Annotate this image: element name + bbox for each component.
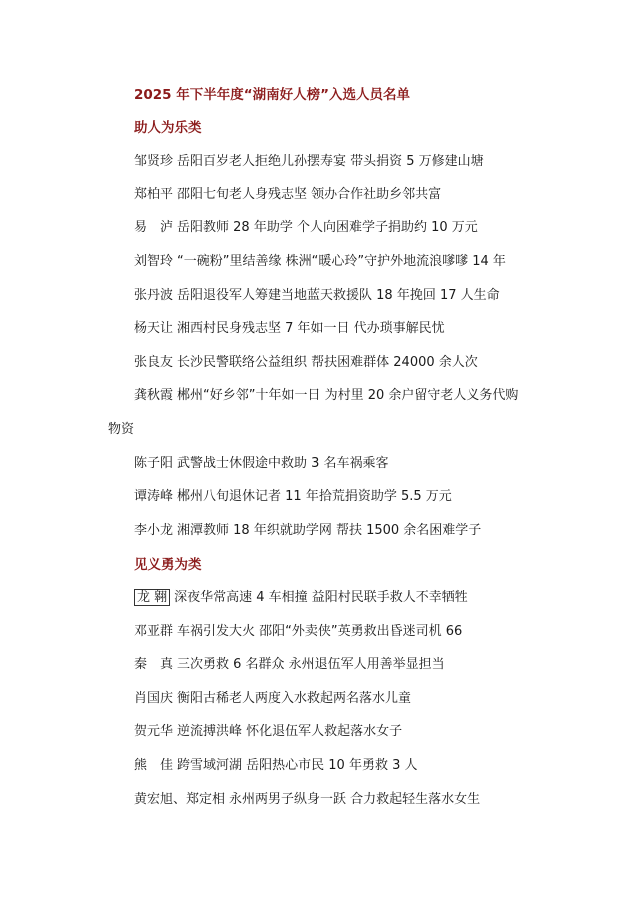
person-name: 张良友 <box>134 355 174 370</box>
list-item <box>134 286 500 306</box>
list-item <box>134 689 411 709</box>
person-name: 秦 真 <box>134 657 174 672</box>
person-description: 湘西村民身残志坚 7 年如一日 代办琐事解民忧 <box>177 321 445 336</box>
section-heading-bravery: 见义勇为类 <box>134 557 202 573</box>
person-description: 三次勇救 6 名群众 永州退伍军人用善举显担当 <box>177 657 445 672</box>
person-name: 易 泸 <box>134 220 174 235</box>
person-description: “一碗粉”里结善缘 株洲“暖心玲”守护外地流浪嗲嗲 14 年 <box>177 254 506 269</box>
person-description: 跨雪域河湖 岳阳热心市民 10 年勇救 3 人 <box>177 758 418 773</box>
list-item <box>134 152 484 172</box>
person-name: 邹贤珍 <box>134 154 174 169</box>
document-title: 2025 年下半年度“湖南好人榜”入选人员名单 <box>134 87 411 103</box>
list-item <box>134 655 445 675</box>
list-item <box>134 622 462 642</box>
person-description: 郴州“好乡邻”十年如一日 为村里 20 余户留守老人义务代购 <box>177 388 519 403</box>
list-item <box>134 454 389 474</box>
person-name: 熊 佳 <box>134 758 174 773</box>
person-name: 贺元华 <box>134 724 174 739</box>
person-name: 李小龙 <box>134 523 174 538</box>
person-description: 岳阳百岁老人拒绝儿孙摆寿宴 带头捐资 5 万修建山塘 <box>177 154 484 169</box>
person-description: 衡阳古稀老人两度入水救起两名落水儿童 <box>177 691 412 706</box>
person-description: 逆流搏洪峰 怀化退伍军人救起落水女子 <box>177 724 403 739</box>
person-description: 深夜华常高速 4 车相撞 益阳村民联手救人不幸牺牲 <box>174 590 468 605</box>
person-name: 张丹波 <box>134 288 174 303</box>
list-item <box>134 252 506 272</box>
person-name: 谭涛峰 <box>134 489 174 504</box>
list-item <box>134 319 445 339</box>
person-description: 邵阳七旬老人身残志坚 领办合作社助乡邻共富 <box>177 187 442 202</box>
list-item <box>134 386 518 406</box>
person-description: 郴州八旬退休记者 11 年拾荒捐资助学 5.5 万元 <box>177 489 452 504</box>
list-item-continuation: 物资 <box>108 422 135 437</box>
person-name: 郑柏平 <box>134 187 174 202</box>
person-description: 岳阳教师 28 年助学 个人向困难学子捐助约 10 万元 <box>177 220 478 235</box>
person-name: 陈子阳 <box>134 456 174 471</box>
person-description: 长沙民警联络公益组织 帮扶困难群体 24000 余人次 <box>177 355 478 370</box>
list-item <box>134 185 441 205</box>
person-name: 杨天让 <box>134 321 174 336</box>
person-name: 刘智玲 <box>134 254 174 269</box>
list-item <box>134 722 402 742</box>
list-item <box>134 790 480 810</box>
person-name-selected[interactable]: 龙 翱 <box>134 589 170 606</box>
person-description: 岳阳退役军人筹建当地蓝天救援队 18 年挽回 17 人生命 <box>177 288 500 303</box>
person-description: 车祸引发大火 邵阳“外卖侠”英勇救出昏迷司机 66 <box>177 624 463 639</box>
list-item <box>134 756 418 776</box>
list-item <box>134 353 478 373</box>
list-item <box>134 487 452 507</box>
person-name: 肖国庆 <box>134 691 174 706</box>
list-item <box>134 521 481 541</box>
person-name: 黄宏旭、郑定相 <box>134 792 226 807</box>
list-item <box>134 588 468 608</box>
person-name: 龚秋霞 <box>134 388 174 403</box>
list-item <box>134 218 478 238</box>
person-description: 湘潭教师 18 年织就助学网 帮扶 1500 余名困难学子 <box>177 523 482 538</box>
person-name: 邓亚群 <box>134 624 174 639</box>
person-description: 永州两男子纵身一跃 合力救起轻生落水女生 <box>229 792 481 807</box>
person-description: 武警战士休假途中救助 3 名车祸乘客 <box>177 456 389 471</box>
section-heading-helping: 助人为乐类 <box>134 120 202 136</box>
